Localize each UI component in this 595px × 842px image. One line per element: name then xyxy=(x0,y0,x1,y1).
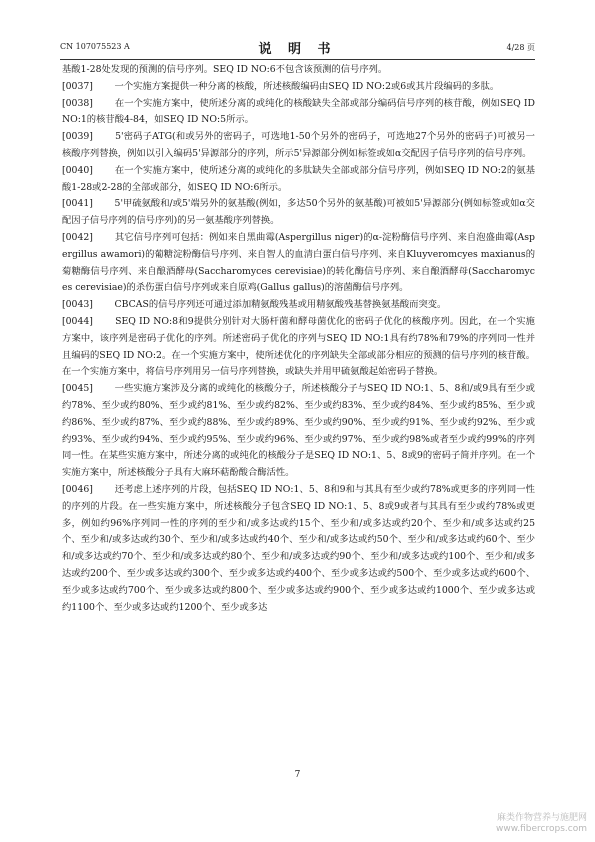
page-header xyxy=(60,38,535,58)
paragraph-0040: [0040] 在一个实施方案中，使所述分离的或纯化的多肽缺失全部或部分信号序列，例如SEQ ID NO:2的氨基酸1-28或2-28的全部或部分，如SEQ ID NO:6所示。 xyxy=(62,164,535,193)
document-title: 说 明 书 xyxy=(258,42,337,57)
paragraph-number: [0038] xyxy=(62,97,93,109)
paragraph-number: [0041] xyxy=(62,198,93,210)
paragraph-number: [0043] xyxy=(62,299,93,311)
paragraph-number: [0040] xyxy=(62,164,93,176)
paragraph-0037: [0037] 一个实施方案提供一种分离的核酸，所述核酸编码由SEQ ID NO:2或6或其片段编码的多肽。 xyxy=(62,80,500,92)
paragraph-0046: [0046] 还考虑上述序列的片段，包括SEQ ID NO:1、5、8和9和与其具有至少或约78%或更多的序列同一性的序列的片段。在一些实施方案中，所述核酸分子包含SEQ ID NO:1、5、8或9或者与其具有至少或约78%或更多，例如约96%序列同一性的序列的至少和/或多达或约15个、至少和/或多达或约20个、至少和/或多达或约25个、至少和/或多达或约30个、至少和/或多达或约40个、至少和/或多达或约50个、至少和/或多达或约60个、至少和/或多达或约70个、至少和/或多达或约80个、至少和/或多达或约90个、至少和/或多达或约100个、至少和/或多达或约200个、至少或多达或约300个、至少或多达或约400个、至少或多达或约500个、至少或多达或约600个、至少或多达或约700个、至少或多达或约800个、至少或多达或约900个、至少或多达或约1000个、至少或多达或约1100个、至少或多达或约1200个、至少或多达 xyxy=(62,483,535,613)
paragraph-0044: [0044] SEQ ID NO:8和9提供分别针对大肠杆菌和酵母菌优化的密码子优化的核酸序列。因此，在一个实施方案中，该序列是密码子优化的序列。所述密码子优化的序列与SEQ ID NO:1具有约78%和79%的序列同一性并且编码的SEQ ID NO:2。在一个实施方案中，使所述优化的序列缺失全部或部分相应的预测的信号序列的核苷酸。在一个实施方案中，将信号序列用另一信号序列替换，或缺失并用甲硫氨酸起始密码子替换。 xyxy=(62,315,535,378)
paragraph-continuation: 基酸1-28处发现的预测的信号序列。SEQ ID NO:6不包含该预测的信号序列。 xyxy=(62,64,388,75)
paragraph-number: [0039] xyxy=(62,131,93,143)
page-indicator: 4/28 页 xyxy=(506,43,535,52)
paragraph-number: [0045] xyxy=(62,383,93,395)
paragraph-0045: [0045] 一些实施方案涉及分离的或纯化的核酸分子，所述核酸分子与SEQ ID NO:1、5、8和/或9具有至少或约78%、至少或约80%、至少或约81%、至少或约82%、至少或约83%、至少或约84%、至少或约85%、至少或约86%、至少或约87%、至少或约88%、至少或约89%、至少或约90%、至少或约91%、至少或约92%、至少或约93%、至少或约94%、至少或约95%、至少或约96%、至少或约97%、至少或约98%或者至少或约99%的序列同一性。在某些实施方案中，所述分离的或纯化的核酸分子是SEQ ID NO:1、5、8或9的密码子简并序列。在一个实施方案中，所述核酸分子具有大麻环萜酚酸合酶活性。 xyxy=(62,383,535,479)
patent-number: CN 107075523 A xyxy=(60,42,130,51)
paragraph-number: [0037] xyxy=(62,80,93,92)
paragraph-number: [0046] xyxy=(62,483,93,495)
paragraph-0038: [0038] 在一个实施方案中，使所述分离的或纯化的核酸缺失全部或部分编码信号序列的核苷酸，例如SEQ ID NO:1的核苷酸4-84，如SEQ ID NO:5所示。 xyxy=(62,97,538,126)
paragraph-number: [0044] xyxy=(62,315,93,327)
page-number: 7 xyxy=(294,770,301,780)
watermark-url: www.fibercrops.com xyxy=(496,824,587,834)
watermark xyxy=(496,813,587,835)
paragraph-number: [0042] xyxy=(62,231,93,243)
watermark-site-name: 麻类作物营养与施肥网 xyxy=(496,813,587,823)
document-body xyxy=(62,62,538,616)
header-rule xyxy=(60,59,535,60)
paragraph-0043: [0043] CBCAS的信号序列还可通过添加精氨酸残基或用精氨酸残基替换氨基酸而突变。 xyxy=(62,299,447,311)
paragraph-0039: [0039] 5'密码子ATG(和或另外的密码子，可选地1-50个另外的密码子，可选地27个另外的密码子)可被另一核酸序列替换，例如以引入编码5'异源部分的序列，所示5'异源部分例如标签或如α交配因子信号序列的信号序列。 xyxy=(62,131,535,159)
paragraph-0041: [0041] 5'甲硫氨酸和/或5'端另外的氨基酸(例如，多达50个另外的氨基酸)可被如5'异源部分(例如标签或如α交配因子信号序列的信号序列)的另一氨基酸序列替换。 xyxy=(62,198,535,227)
paragraph-0042: [0042] 其它信号序列可包括：例如来自黑曲霉(Aspergillus niger)的α-淀粉酶信号序列、来自泡盛曲霉(Aspergillus awamori)的葡糖淀粉酶信号序列、来自智人的血清白蛋白信号序列、来自Kluyveromcyes maxianus的菊糖酶信号序列、来自酿酒酵母(Saccharomyces cerevisiae)的转化酶信号序列、来自酿酒酵母(Saccharomyces cerevisiae)的杀伤蛋白信号序列或来自原鸡(Gallus gallus)的溶菌酶信号序列。 xyxy=(62,231,535,294)
